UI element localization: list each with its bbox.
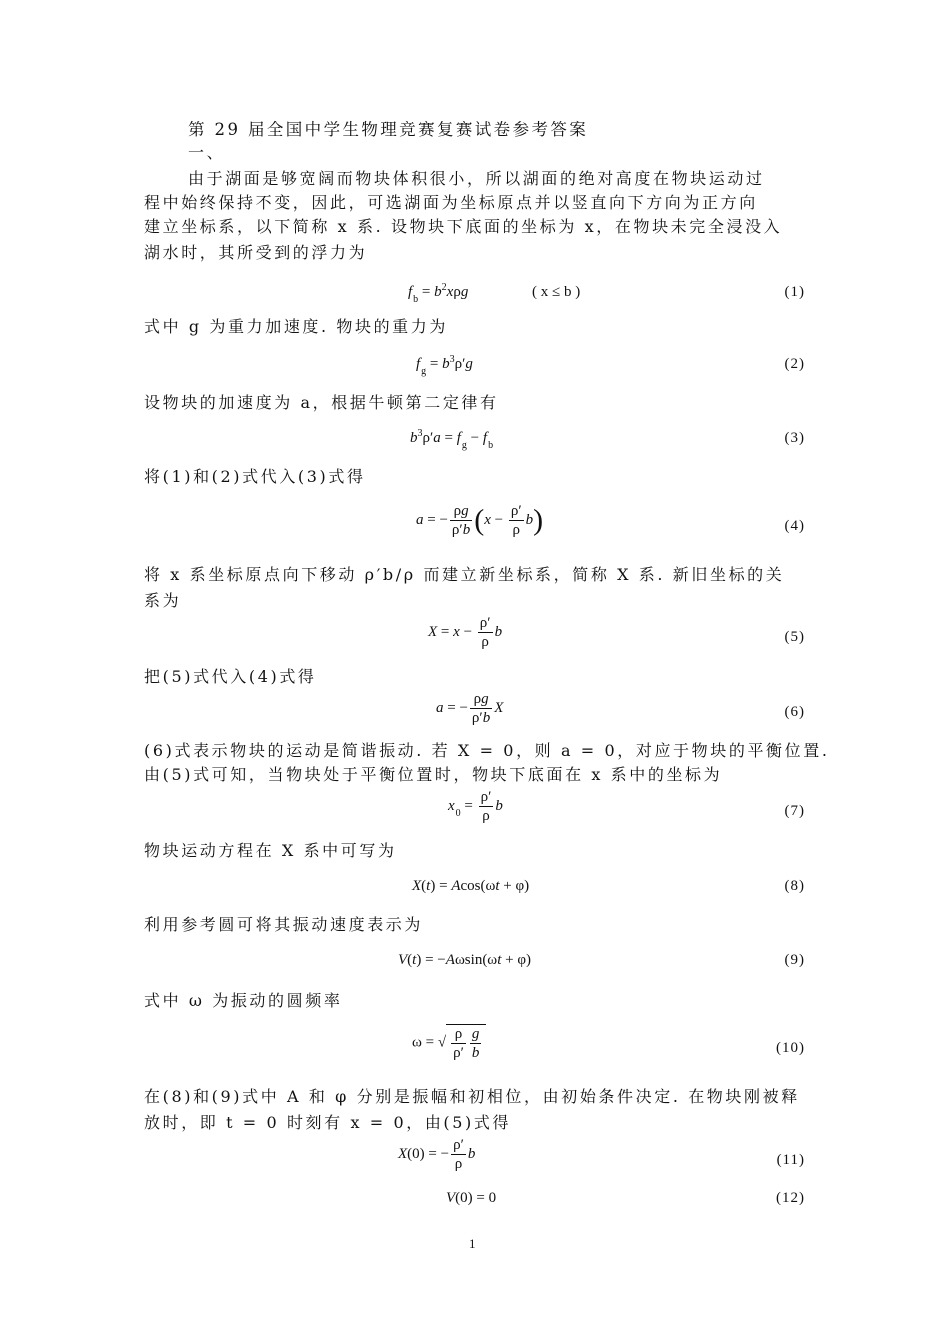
equation-3: $b^3\rho'a = f_g - f_b$ xyxy=(410,428,494,451)
paragraph-line: 设物块的加速度为 a，根据牛顿第二定律有 xyxy=(144,393,499,412)
equation-12: V(0) = 0 xyxy=(446,1190,497,1206)
paragraph-line: (6)式表示物块的运动是简谐振动. 若 X = 0，则 a = 0，对应于物块的平衡位置. xyxy=(144,741,830,760)
paragraph-line: 程中始终保持不变，因此，可选湖面为坐标原点并以竖直向下方向为正方向 xyxy=(144,193,758,212)
equation-number: (10) xyxy=(776,1040,805,1056)
equation-number: (12) xyxy=(776,1190,805,1206)
paragraph-line: 把(5)式代入(4)式得 xyxy=(144,667,317,686)
equation-1-condition: ( x ≤ b ) xyxy=(532,284,581,300)
paragraph-line: 由于湖面是够宽阔而物块体积很小，所以湖面的绝对高度在物块运动过 xyxy=(188,169,765,188)
equation-number: (5) xyxy=(784,629,805,645)
equation-number: (6) xyxy=(784,704,805,720)
equation-7: $x_0$ = $\frac{\rho'}{\rho}$ b xyxy=(448,789,503,824)
equation-5: X = x − $\frac{\rho'}{\rho}$ b xyxy=(428,615,503,650)
equation-number: (11) xyxy=(776,1152,805,1168)
equation-1: $f_b = b^2x\rho g$ xyxy=(408,282,469,305)
paragraph-line: 湖水时，其所受到的浮力为 xyxy=(144,243,368,262)
page-number: 1 xyxy=(469,1236,476,1251)
equation-8: X(t) = Acos(ωt + φ) xyxy=(412,878,530,894)
equation-number: (7) xyxy=(784,803,805,819)
equation-2: $f_g = b^3\rho'g$ xyxy=(416,354,473,377)
section-heading: 一、 xyxy=(188,143,226,162)
paragraph-line: 将(1)和(2)式代入(3)式得 xyxy=(144,467,366,486)
paragraph-line: 由(5)式可知，当物块处于平衡位置时，物块下底面在 x 系中的坐标为 xyxy=(144,765,723,784)
equation-11: X(0) = − $\frac{\rho'}{\rho}$ b xyxy=(398,1137,476,1172)
doc-title: 第 29 届全国中学生物理竞赛复赛试卷参考答案 xyxy=(188,120,589,139)
paragraph-line: 利用参考圆可将其振动速度表示为 xyxy=(144,915,424,934)
paragraph-line: 将 x 系坐标原点向下移动 ρ′b/ρ 而建立新坐标系，简称 X 系. 新旧坐标的关 xyxy=(144,565,785,584)
paragraph-line: 在(8)和(9)式中 A 和 φ 分别是振幅和初相位，由初始条件决定. 在物块刚被释 xyxy=(144,1087,800,1106)
equation-number: (3) xyxy=(784,430,805,446)
equation-number: (8) xyxy=(784,878,805,894)
equation-number: (4) xyxy=(784,518,805,534)
equation-4: a = − $\frac{\rho g}{\rho'b}$ (x − $\frac{\rho'}{\rho}$ b) xyxy=(416,503,544,538)
equation-number: (2) xyxy=(784,356,805,372)
equation-number: (1) xyxy=(784,284,805,300)
paragraph-line: 物块运动方程在 X 系中可写为 xyxy=(144,841,397,860)
paragraph-line: 放时，即 t = 0 时刻有 x = 0，由(5)式得 xyxy=(144,1113,512,1132)
equation-9: V(t) = −Aωsin(ωt + φ) xyxy=(398,952,531,968)
equation-10: ω = √ $\frac{\rho}{\rho'}$ $\frac{g}{b}$ xyxy=(412,1024,486,1062)
paragraph-line: 系为 xyxy=(144,591,182,610)
paragraph-line: 式中 g 为重力加速度. 物块的重力为 xyxy=(144,317,448,336)
paragraph-line: 建立坐标系，以下简称 x 系. 设物块下底面的坐标为 x，在物块未完全浸没入 xyxy=(144,217,783,236)
paragraph-line: 式中 ω 为振动的圆频率 xyxy=(144,991,343,1010)
equation-number: (9) xyxy=(784,952,805,968)
equation-6: a = − $\frac{\rho g}{\rho'b}$ X xyxy=(436,691,504,726)
